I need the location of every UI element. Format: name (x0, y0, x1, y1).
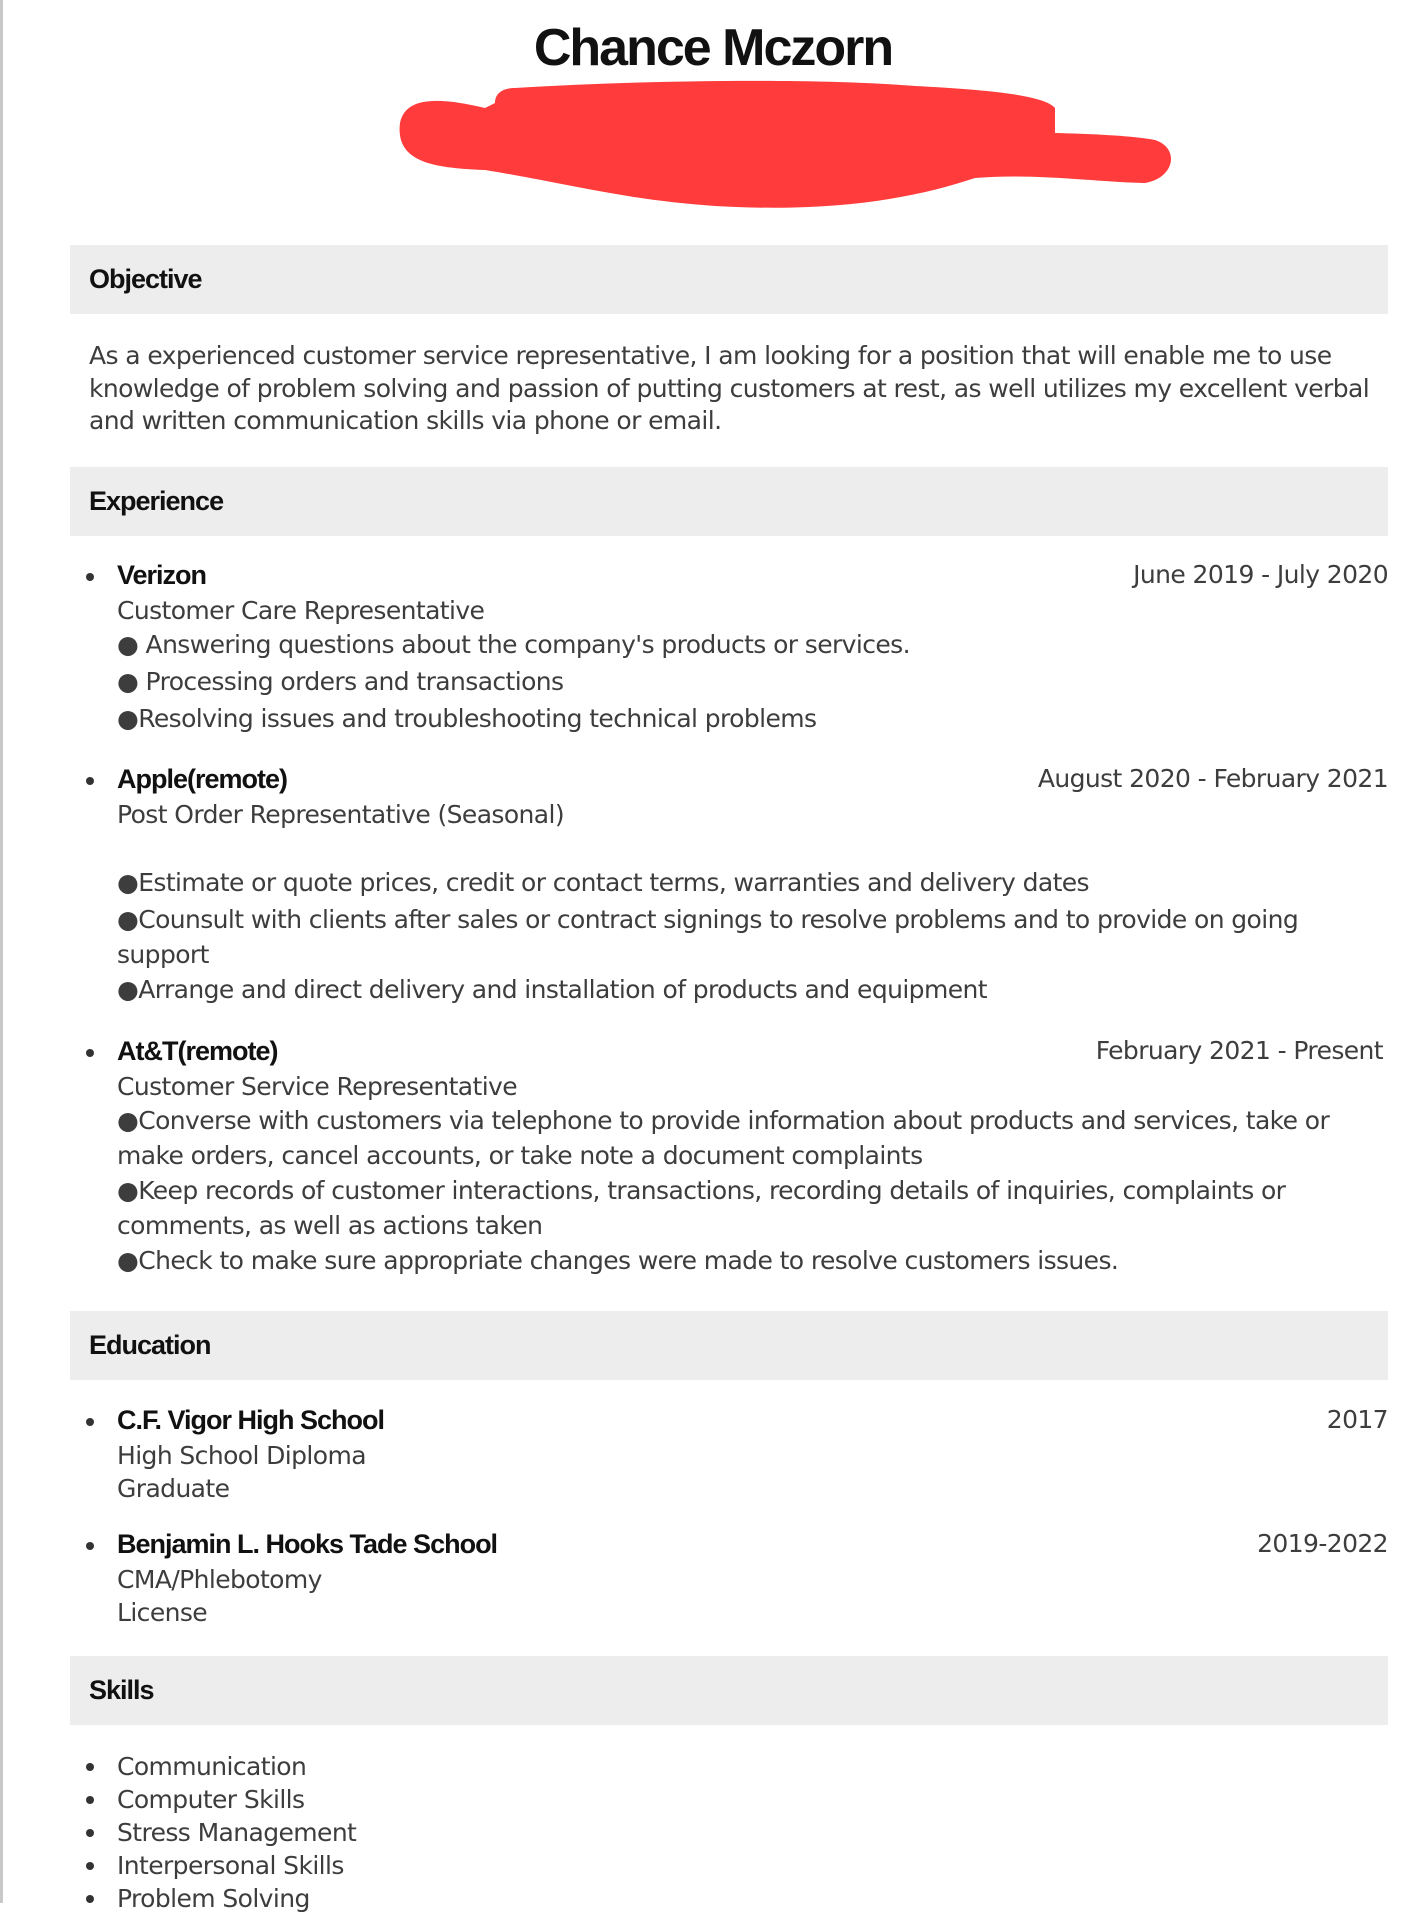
bullet-icon (86, 1763, 94, 1771)
skill-item: Interpersonal Skills (86, 1849, 356, 1882)
job-dates: February 2021 - Present (1095, 1036, 1383, 1065)
job-company: Apple(remote) (117, 764, 288, 794)
job-role: Customer Care Representative (117, 596, 485, 625)
job-duty: ● Answering questions about the company's products or services. (117, 630, 910, 659)
job-company: Verizon (117, 560, 207, 590)
job-duty: ●Estimate or quote prices, credit or contact terms, warranties and delivery dates (117, 868, 1089, 897)
school-name: C.F. Vigor High School (117, 1405, 385, 1435)
school-name: Benjamin L. Hooks Tade School (117, 1529, 498, 1559)
candidate-name: Chance Mczorn (533, 19, 893, 77)
job-duty: ●Converse with customers via telephone to provide information about products and services, take or make orders, cancel accounts, or take note a document complaints (117, 1106, 1330, 1170)
bullet-icon (86, 1829, 94, 1837)
bullet-icon (86, 1049, 94, 1057)
job-company: At&T(remote) (117, 1036, 278, 1066)
page-left-border (0, 0, 3, 1903)
skill-item: Computer Skills (86, 1783, 356, 1816)
objective-text: As a experienced customer service representative, I am looking for a position that will enable me to use knowledge of problem solving and passion of putting customers at rest, as well utilizes my excellent verbal and written communication skills via phone or email. (89, 341, 1370, 435)
job-entry-att (86, 1036, 1388, 1278)
school-detail: License (117, 1598, 208, 1627)
bullet-icon (86, 1895, 94, 1903)
bullet-icon (86, 777, 94, 785)
school-dates: 2017 (1326, 1405, 1388, 1434)
skill-item: Communication (86, 1750, 356, 1783)
bullet-icon (86, 1542, 94, 1550)
job-duty: ● Processing orders and transactions (117, 667, 564, 696)
school-detail: High School Diploma (117, 1441, 366, 1470)
job-dates: June 2019 - July 2020 (1133, 560, 1388, 589)
bullet-icon (86, 1796, 94, 1804)
section-header-experience: Experience (70, 467, 1388, 536)
job-duty: ●Counsult with clients after sales or contract signings to resolve problems and to provide on going support (117, 905, 1299, 969)
job-dates: August 2020 - February 2021 (1037, 764, 1388, 793)
job-duty: ●Resolving issues and troubleshooting technical problems (117, 704, 817, 733)
job-entry-verizon (86, 560, 1388, 736)
school-detail: CMA/Phlebotomy (117, 1565, 322, 1594)
job-role: Post Order Representative (Seasonal) (117, 800, 565, 829)
job-duty: ●Arrange and direct delivery and installation of products and equipment (117, 975, 987, 1004)
bullet-icon (86, 1418, 94, 1426)
job-duty: ●Keep records of customer interactions, transactions, recording details of inquiries, complaints or comments, as well as actions taken (117, 1176, 1286, 1240)
job-duty: ●Check to make sure appropriate changes were made to resolve customers issues. (117, 1246, 1119, 1275)
section-header-skills: Skills (70, 1656, 1388, 1725)
section-header-objective: Objective (70, 245, 1388, 314)
job-role: Customer Service Representative (117, 1072, 518, 1101)
redaction-scribble (395, 78, 1175, 218)
education-entry (86, 1405, 1388, 1505)
job-entry-apple (86, 764, 1388, 1007)
school-dates: 2019-2022 (1257, 1529, 1388, 1558)
school-detail: Graduate (117, 1474, 230, 1503)
skill-item: Stress Management (86, 1816, 356, 1849)
skill-item: Problem Solving (86, 1882, 356, 1915)
education-entry (86, 1529, 1388, 1629)
bullet-icon (86, 573, 94, 581)
bullet-icon (86, 1862, 94, 1870)
skills-list (86, 1750, 356, 1915)
section-header-education: Education (70, 1311, 1388, 1380)
